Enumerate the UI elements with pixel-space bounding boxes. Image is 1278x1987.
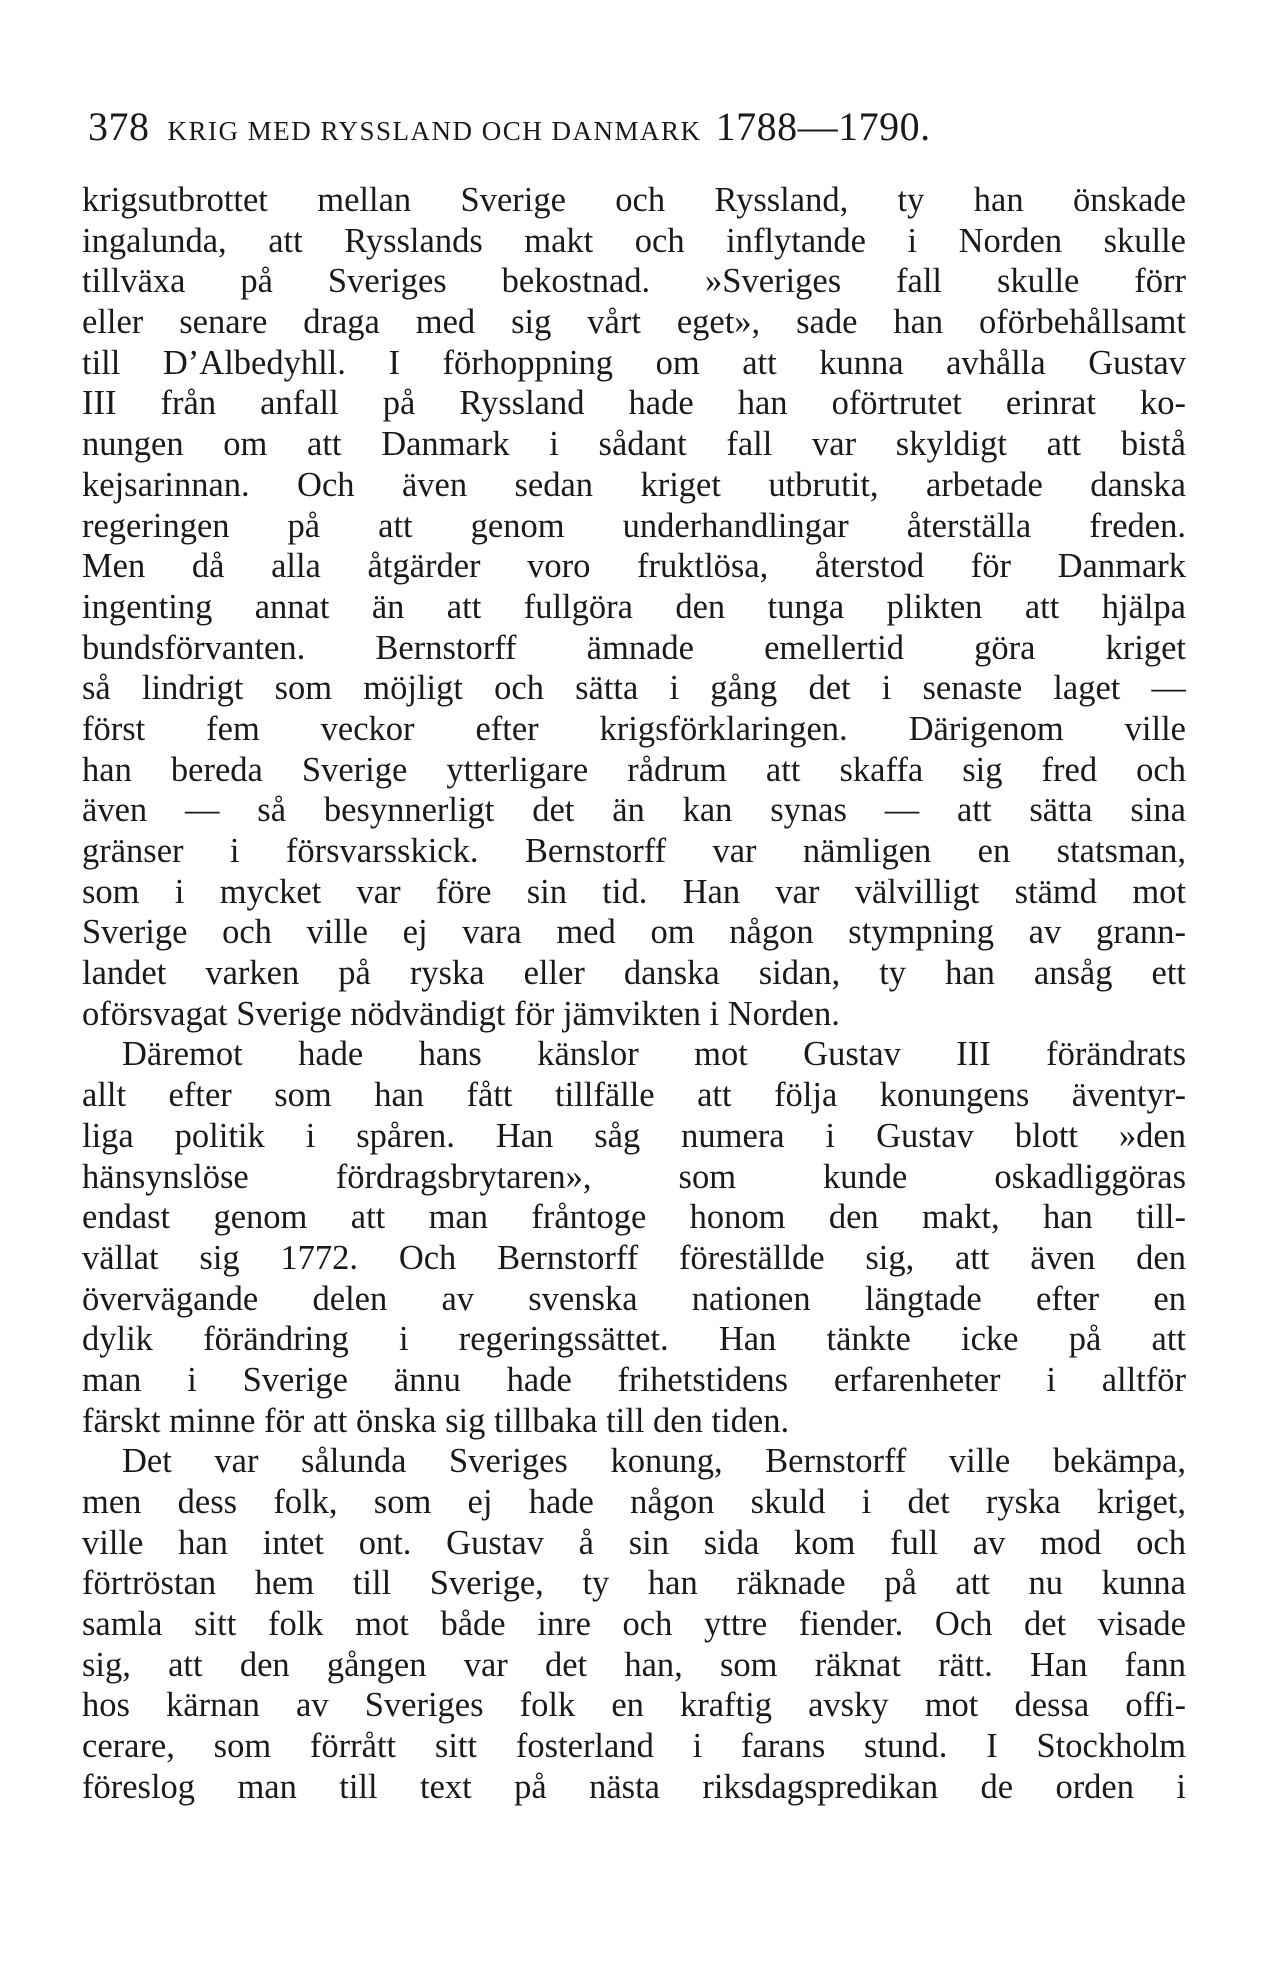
text-line: först fem veckor efter krigsförklaringen. Därigenom ville <box>82 709 1186 748</box>
text-line: sig, att den gången var det han, som räknat rätt. Han fann <box>82 1645 1186 1684</box>
running-title: KRIG MED RYSSLAND OCH DANMARK <box>167 116 702 146</box>
text-line: Däremot hade hans känslor mot Gustav III förändrats <box>122 1035 1186 1074</box>
text-line: ingalunda, att Rysslands makt och inflytande i Norden skulle <box>82 221 1186 260</box>
text-line: gränser i försvarsskick. Bernstorff var nämligen en statsman, <box>82 832 1186 870</box>
page-header <box>88 103 1188 153</box>
text-line: som i mycket var före sin tid. Han var välvilligt stämd mot <box>82 872 1186 911</box>
text-line: dylik förändring i regeringssättet. Han tänkte icke på att <box>82 1320 1186 1359</box>
text-line: föreslog man till text på nästa riksdagspredikan de orden i <box>82 1767 1186 1806</box>
page-number: 378 <box>88 104 150 149</box>
text-line: han bereda Sverige ytterligare rådrum att skaffa sig fred och <box>82 750 1186 789</box>
paragraph <box>82 1441 1186 1807</box>
header-years: 1788—1790. <box>715 104 931 149</box>
text-line: ingenting annat än att fullgöra den tunga plikten att hjälpa <box>82 587 1186 626</box>
text-line: nungen om att Danmark i sådant fall var skyldigt att bistå <box>82 425 1186 464</box>
text-line: man i Sverige ännu hade frihetstidens erfarenheter i alltför <box>82 1360 1186 1399</box>
paragraph <box>82 1034 1186 1441</box>
text-line: bundsförvanten. Bernstorff ämnade emellertid göra kriget <box>82 628 1186 667</box>
text-line: eller senare draga med sig vårt eget», sade han oförbehållsamt <box>82 303 1186 342</box>
text-line: hänsynslöse fördragsbrytaren», som kunde oskadliggöras <box>82 1157 1186 1196</box>
text-line: men dess folk, som ej hade någon skuld i det ryska kriget, <box>82 1483 1186 1521</box>
text-line: regeringen på att genom underhandlingar återställa freden. <box>82 506 1186 545</box>
text-line: förtröstan hem till Sverige, ty han räknade på att nu kunna <box>82 1564 1186 1603</box>
text-line: vällat sig 1772. Och Bernstorff föreställde sig, att även den <box>82 1238 1186 1277</box>
text-line: övervägande delen av svenska nationen längtade efter en <box>82 1279 1186 1318</box>
text-line: Det var sålunda Sveriges konung, Bernstorff ville bekämpa, <box>122 1442 1186 1481</box>
text-line: endast genom att man fråntoge honom den makt, han till- <box>82 1198 1186 1237</box>
text-line: tillväxa på Sveriges bekostnad. »Sveriges fall skulle förr <box>82 262 1186 301</box>
paragraph <box>82 180 1186 1034</box>
text-line: liga politik i spåren. Han såg numera i Gustav blott »den <box>82 1116 1186 1155</box>
text-line: oförsvagat Sverige nödvändigt för jämvikten i Norden. <box>82 994 840 1033</box>
text-line: allt efter som han fått tillfälle att följa konungens äventyr- <box>82 1076 1186 1115</box>
text-line: krigsutbrottet mellan Sverige och Ryssland, ty han önskade <box>82 181 1186 219</box>
text-line: till D’Albedyhll. I förhoppning om att kunna avhålla Gustav <box>82 343 1186 382</box>
text-line: även — så besynnerligt det än kan synas — att sätta sina <box>82 791 1186 830</box>
text-line: kejsarinnan. Och även sedan kriget utbrutit, arbetade danska <box>82 465 1186 504</box>
text-line: III från anfall på Ryssland hade han oförtrutet erinrat ko- <box>82 384 1186 423</box>
text-line: ville han intet ont. Gustav å sin sida kom full av mod och <box>82 1523 1186 1562</box>
text-line: Sverige och ville ej vara med om någon stympning av grann- <box>82 913 1186 952</box>
text-line: så lindrigt som möjligt och sätta i gång det i senaste laget — <box>82 669 1186 708</box>
text-line: cerare, som förrått sitt fosterland i farans stund. I Stockholm <box>82 1727 1186 1766</box>
text-line: samla sitt folk mot både inre och yttre fiender. Och det visade <box>82 1605 1186 1644</box>
body-text <box>82 180 1186 1808</box>
text-line: färskt minne för att önska sig tillbaka till den tiden. <box>82 1401 790 1440</box>
text-line: hos kärnan av Sveriges folk en kraftig avsky mot dessa offi- <box>82 1686 1186 1725</box>
text-line: Men då alla åtgärder voro fruktlösa, återstod för Danmark <box>82 547 1186 586</box>
text-line: landet varken på ryska eller danska sidan, ty han ansåg ett <box>82 954 1186 993</box>
